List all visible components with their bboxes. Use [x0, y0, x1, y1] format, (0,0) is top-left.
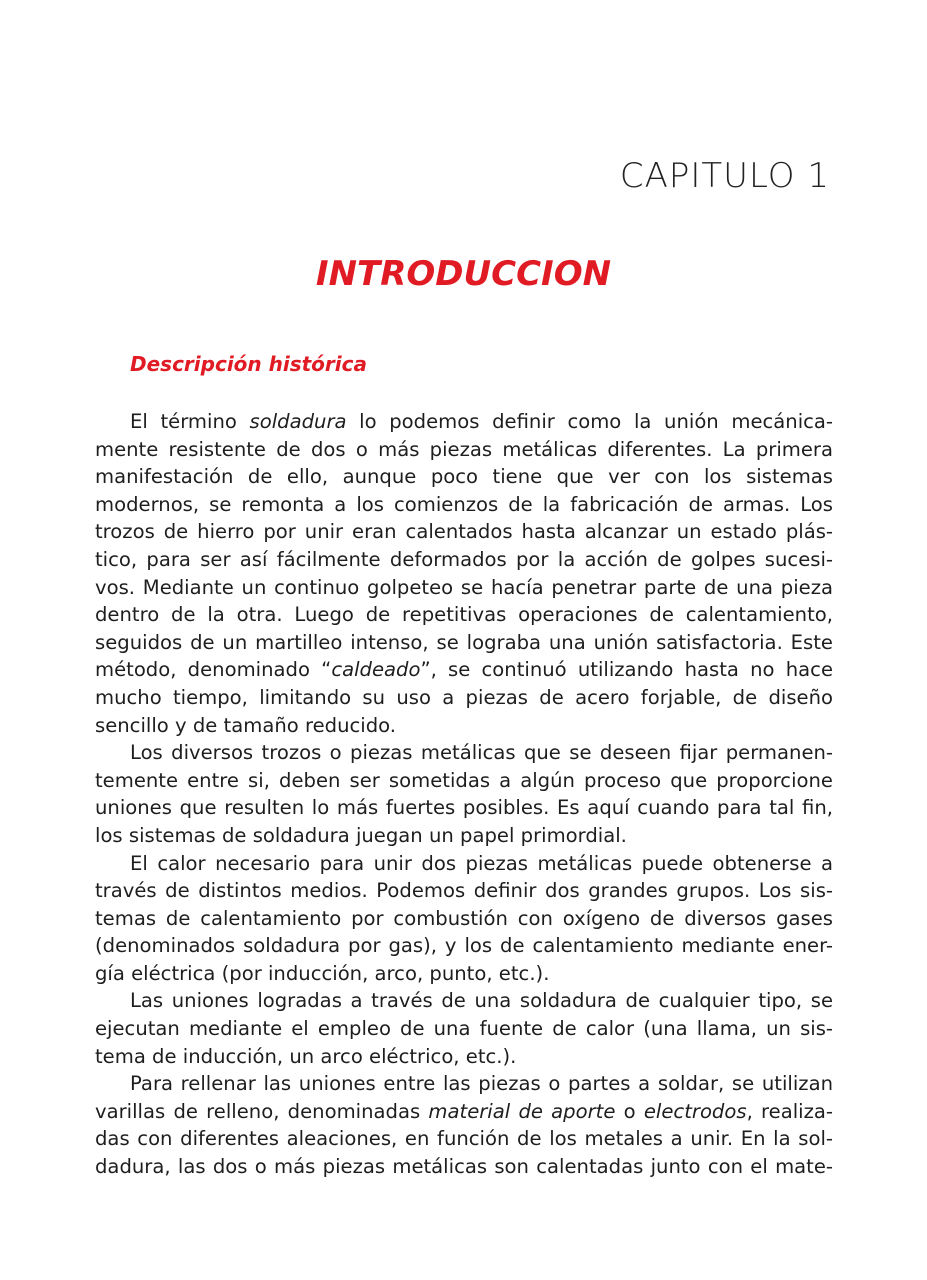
text-run: (denominados soldadura por gas), y los de calentamiento mediante ener-: [95, 934, 833, 958]
text-line: [95, 850, 833, 878]
text-run: temente entre si, deben ser sometidas a algún proceso que proporcione: [95, 768, 833, 792]
text-line: [95, 408, 833, 436]
text-run: modernos, se remonta a los comienzos de la fabricación de armas. Los: [95, 492, 833, 516]
text-line: [95, 877, 833, 905]
text-run: El calor necesario para unir dos piezas metálicas puede obtenerse a: [130, 851, 833, 875]
text-run: seguidos de un martilleo intenso, se lograba una unión satisfactoria. Este: [95, 630, 833, 654]
text-line: [95, 463, 833, 491]
text-line: [95, 905, 833, 933]
text-line: [95, 1125, 833, 1153]
text-run: dadura, las dos o más piezas metálicas son calentadas junto con el mate-: [95, 1155, 833, 1179]
text-line: [95, 932, 833, 960]
text-run: vos. Mediante un continuo golpeteo se hacía penetrar parte de una pieza: [95, 575, 833, 599]
text-run: los sistemas de soldadura juegan un papel primordial.: [95, 823, 627, 847]
text-run: tico, para ser así fácilmente deformados por la acción de golpes sucesi-: [95, 547, 833, 571]
text-line: [95, 739, 833, 767]
text-run: temas de calentamiento por combustión con oxígeno de diversos gases: [95, 906, 833, 930]
text-run: Los diversos trozos o piezas metálicas que se deseen fijar permanen-: [130, 741, 833, 765]
text-line: [95, 1098, 833, 1126]
text-line: [95, 1043, 833, 1071]
body-text: [95, 408, 833, 1181]
text-run: mucho tiempo, limitando su uso a piezas de acero forjable, de diseño: [95, 685, 833, 709]
text-run: Las uniones logradas a través de una soldadura de cualquier tipo, se: [130, 989, 833, 1013]
text-line: [95, 712, 833, 740]
text-line: [95, 767, 833, 795]
text-line: [95, 656, 833, 684]
text-run: das con diferentes aleaciones, en función de los metales a unir. En la sol-: [95, 1127, 833, 1151]
text-line: [95, 684, 833, 712]
text-run: varillas de relleno, denominadas: [95, 1099, 429, 1123]
text-run: manifestación de ello, aunque poco tiene que ver con los sistemas: [95, 465, 833, 489]
text-line: [95, 1015, 833, 1043]
italic-term: soldadura: [249, 410, 347, 433]
italic-term: caldeado: [331, 658, 421, 682]
italic-term: electrodos: [643, 1099, 747, 1123]
text-run: ”, se continuó utilizando hasta no hace: [420, 658, 833, 682]
text-run: o: [615, 1099, 644, 1123]
text-run: lo podemos definir como la unión mecánica-: [346, 410, 833, 433]
text-run: dentro de la otra. Luego de repetitivas operaciones de calentamiento,: [95, 603, 833, 627]
text-line: [95, 822, 833, 850]
text-line: [95, 629, 833, 657]
text-line: [95, 436, 833, 464]
chapter-title: INTRODUCCION: [315, 254, 612, 294]
section-heading: Descripción histórica: [130, 352, 367, 376]
text-line: [95, 601, 833, 629]
text-run: sencillo y de tamaño reducido.: [95, 713, 397, 737]
italic-term: material de aporte: [428, 1099, 616, 1123]
text-run: uniones que resulten lo más fuertes posibles. Es aquí cuando para tal fin,: [95, 796, 833, 820]
text-run: , realiza-: [746, 1099, 833, 1123]
text-line: [95, 794, 833, 822]
text-line: [95, 546, 833, 574]
text-line: [95, 1070, 833, 1098]
text-run: través de distintos medios. Podemos definir dos grandes grupos. Los sis-: [95, 879, 833, 903]
text-line: [95, 960, 833, 988]
text-run: El término: [130, 410, 250, 433]
text-run: Para rellenar las uniones entre las piezas o partes a soldar, se utilizan: [130, 1072, 833, 1096]
text-line: [95, 987, 833, 1015]
text-line: [95, 491, 833, 519]
text-run: mente resistente de dos o más piezas metálicas diferentes. La primera: [95, 437, 833, 461]
text-line: [95, 518, 833, 546]
text-run: trozos de hierro por unir eran calentados hasta alcanzar un estado plás-: [95, 520, 833, 544]
text-run: tema de inducción, un arco eléctrico, etc.).: [95, 1044, 517, 1068]
text-run: método, denominado “: [95, 658, 332, 682]
text-run: ejecutan mediante el empleo de una fuente de calor (una llama, un sis-: [95, 1017, 833, 1041]
text-run: gía eléctrica (por inducción, arco, punto, etc.).: [95, 961, 550, 985]
chapter-heading: CAPITULO 1: [619, 156, 830, 196]
text-line: [95, 574, 833, 602]
text-line: [95, 1153, 833, 1181]
